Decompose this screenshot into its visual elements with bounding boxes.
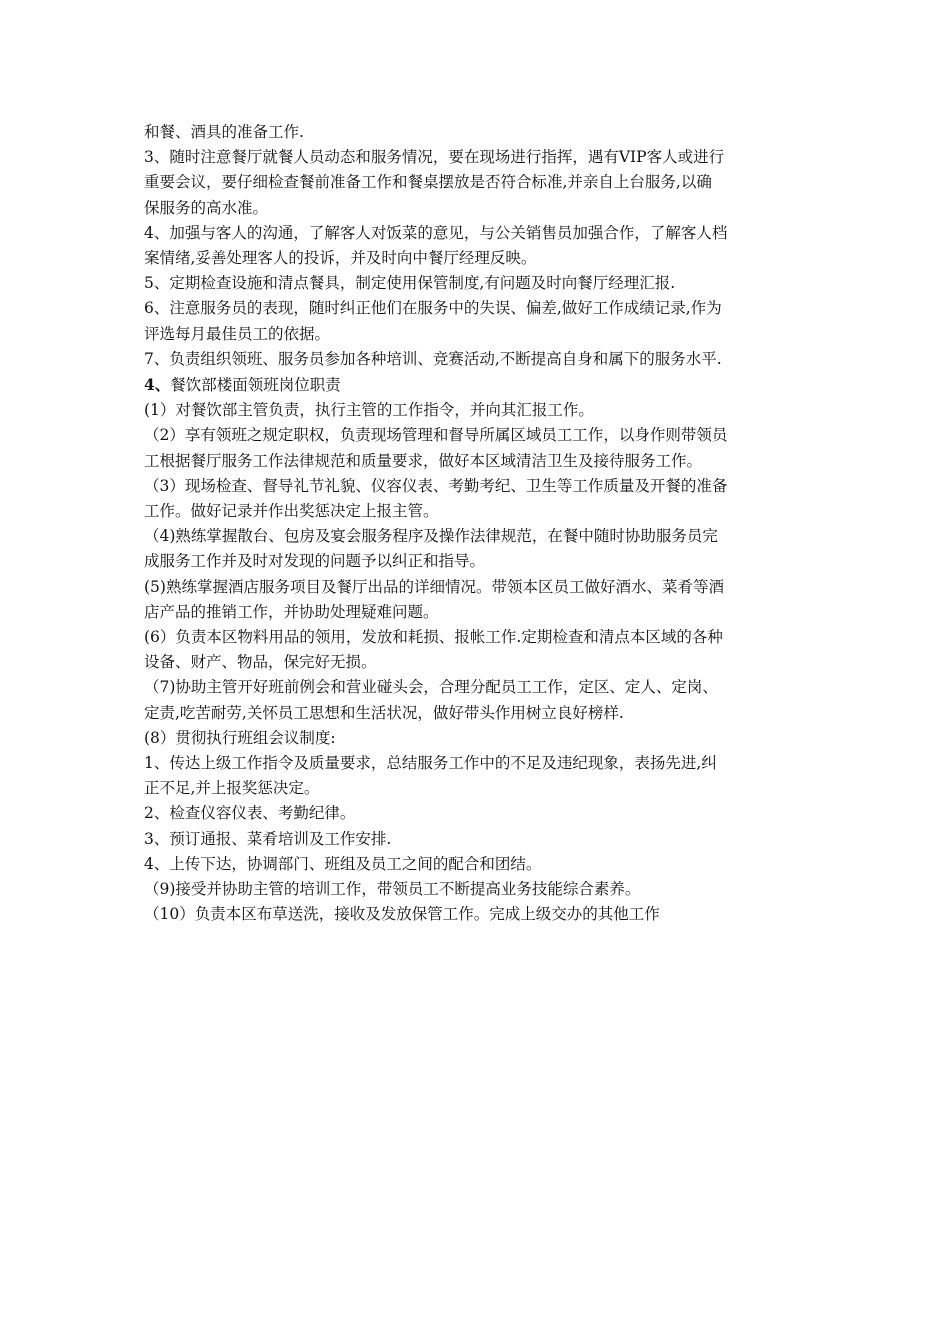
section-heading (144, 372, 804, 398)
text-line: 工作。做好记录并作出奖惩决定上报主管。 (144, 502, 439, 521)
text-line: （2）享有领班之规定职权，负责现场管理和督导所属区域员工工作，以身作则带领员 (144, 426, 728, 445)
text-line: 1、传达上级工作指令及质量要求，总结服务工作中的不足及违纪现象，表扬先进,纠 (144, 754, 717, 773)
text-line: 4、加强与客人的沟通，了解客人对饭菜的意见，与公关销售员加强合作，了解客人档 (144, 223, 728, 242)
text-line: （4)熟练掌握散台、包房及宴会服务程序及操作法律规范，在餐中随时协助服务员完 (144, 527, 718, 546)
text-line: （9)接受并协助主管的培训工作，带领员工不断提高业务技能综合素养。 (144, 880, 641, 899)
section-title: 餐饮部楼面领班岗位职责 (170, 376, 341, 395)
text-line: 成服务工作并及时对发现的问题予以纠正和指导。 (144, 552, 486, 571)
text-line: （10）负责本区布草送洗，接收及发放保管工作。完成上级交办的其他工作 (144, 905, 660, 924)
text-line: 重要会议，要仔细检查餐前准备工作和餐桌摆放是否符合标准,并亲自上台服务,以确 (144, 173, 712, 192)
text-line: (6）负责本区物料用品的领用，发放和耗损、报帐工作.定期检查和清点本区域的各种 (144, 628, 723, 647)
text-line: 案情绪,妥善处理客人的投诉，并及时向中餐厅经理反映。 (144, 249, 537, 268)
text-line: 设备、财产、物品，保完好无损。 (144, 653, 377, 672)
text-line: （7)协助主管开好班前例会和营业碰头会，合理分配员工工作，定区、定人、定岗、 (144, 678, 718, 697)
section-number: 4、 (144, 375, 171, 395)
text-line: 5、定期检查设施和清点餐具，制定使用保管制度,有问题及时向餐厅经理汇报. (144, 274, 676, 293)
text-line: 工根据餐厅服务工作法律规范和质量要求，做好本区域清洁卫生及接待服务工作。 (144, 451, 703, 470)
text-line: 3、随时注意餐厅就餐人员动态和服务情况，要在现场进行指挥，遇有VIP客人或进行 (144, 148, 725, 167)
text-line: 保服务的高水准。 (144, 198, 269, 217)
text-line: (1）对餐饮部主管负责，执行主管的工作指令，并向其汇报工作。 (144, 401, 594, 420)
text-line: (8）贯彻执行班组会议制度: (144, 728, 336, 747)
text-line: 2、检查仪容仪表、考勤纪律。 (144, 804, 356, 823)
document-page (144, 120, 804, 928)
text-line: 正不足,并上报奖惩决定。 (144, 779, 320, 798)
text-line: 店产品的推销工作，并协助处理疑难问题。 (144, 602, 439, 621)
text-line: 评选每月最佳员工的依据。 (144, 324, 331, 343)
text-line: 定责,吃苦耐劳,关怀员工思想和生活状况，做好带头作用树立良好榜样. (144, 703, 624, 722)
text-line: 4、上传下达，协调部门、班组及员工之间的配合和团结。 (144, 854, 542, 873)
text-line: (5)熟练掌握酒店服务项目及餐厅出品的详细情况。带领本区员工做好酒水、菜肴等酒 (144, 577, 724, 596)
text-line: 和餐、酒具的准备工作. (144, 123, 304, 141)
text-line: 6、注意服务员的表现，随时纠正他们在服务中的失误、偏差,做好工作成绩记录,作为 (144, 299, 722, 318)
text-line: 7、负责组织领班、服务员参加各种培训、竞赛活动,不断提高自身和属下的服务水平. (144, 349, 722, 368)
text-line: （3）现场检查、督导礼节礼貌、仪容仪表、考勤考纪、卫生等工作质量及开餐的准备 (144, 476, 728, 495)
text-line: 3、预订通报、菜肴培训及工作安排. (144, 829, 392, 848)
